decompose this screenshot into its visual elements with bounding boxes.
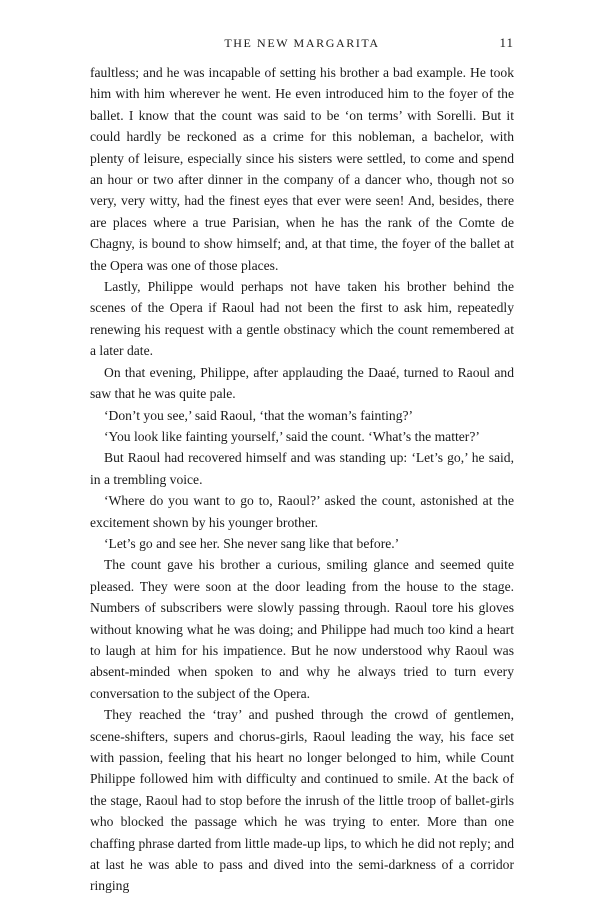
- running-head: [90, 34, 514, 54]
- paragraph: ‘Let’s go and see her. She never sang like that before.’: [104, 535, 400, 551]
- paragraph: ‘You look like fainting yourself,’ said the count. ‘What’s the matter?’: [104, 428, 480, 444]
- page-number: 11: [499, 35, 514, 50]
- paragraph: They reached the ‘tray’ and pushed through the crowd of gentlemen, scene-shifters, supers and chorus-girls, Raoul leading the way, his face set with passion, feeling that his heart no longer belonged to him, while Count Philippe followed him with difficulty and continued to smile. At the back of the stage, Raoul had to stop before the inrush of the little troop of ballet-girls who blocked the passage which he was trying to enter. More than one chaffing phrase darted from little made-up lips, to which he did not reply; and at last he was able to pass and dived into the semi-darkness of a corridor ringing: [90, 707, 514, 894]
- paragraph: But Raoul had recovered himself and was standing up: ‘Let’s go,’ he said, in a trembling voice.: [90, 450, 514, 487]
- paragraph: ‘Where do you want to go to, Raoul?’ asked the count, astonished at the excitement shown by his younger brother.: [90, 493, 514, 530]
- running-title: THE NEW MARGARITA: [224, 36, 380, 50]
- paragraph: The count gave his brother a curious, smiling glance and seemed quite pleased. They were soon at the door leading from the house to the stage. Numbers of subscribers were slowly passing through. Raoul tore his gloves without knowing what he was doing; and Philippe had much too kind a heart to laugh at him for his impatience. But he now understood why Raoul was absent-minded when spoken to and why he always tried to turn every conversation to the subject of the Opera.: [90, 557, 514, 701]
- paragraph: faultless; and he was incapable of setting his brother a bad example. He took him with him wherever he went. He even introduced him to the foyer of the ballet. I know that the count was said to be ‘on terms’ with Sorelli. But it could hardly be reckoned as a crime for this nobleman, a bachelor, with plenty of leisure, especially since his sisters were settled, to come and spend an hour or two after dinner in the company of a dancer who, though not so very, very witty, had the finest eyes that ever were seen! And, besides, there are places where a true Parisian, when he has the rank of the Comte de Chagny, is bound to show himself; and, at that time, the foyer of the ballet at the Opera was one of those places.: [90, 65, 514, 273]
- body-text: [90, 62, 514, 897]
- book-page: [90, 34, 514, 897]
- paragraph: ‘Don’t you see,’ said Raoul, ‘that the woman’s fainting?’: [104, 407, 414, 423]
- paragraph: On that evening, Philippe, after applauding the Daaé, turned to Raoul and saw that he was quite pale.: [90, 364, 514, 402]
- paragraph: Lastly, Philippe would perhaps not have taken his brother behind the scenes of the Opera if Raoul had not been the first to ask him, repeatedly renewing his request with a gentle obstinacy which the count remembered at a later date.: [90, 279, 514, 359]
